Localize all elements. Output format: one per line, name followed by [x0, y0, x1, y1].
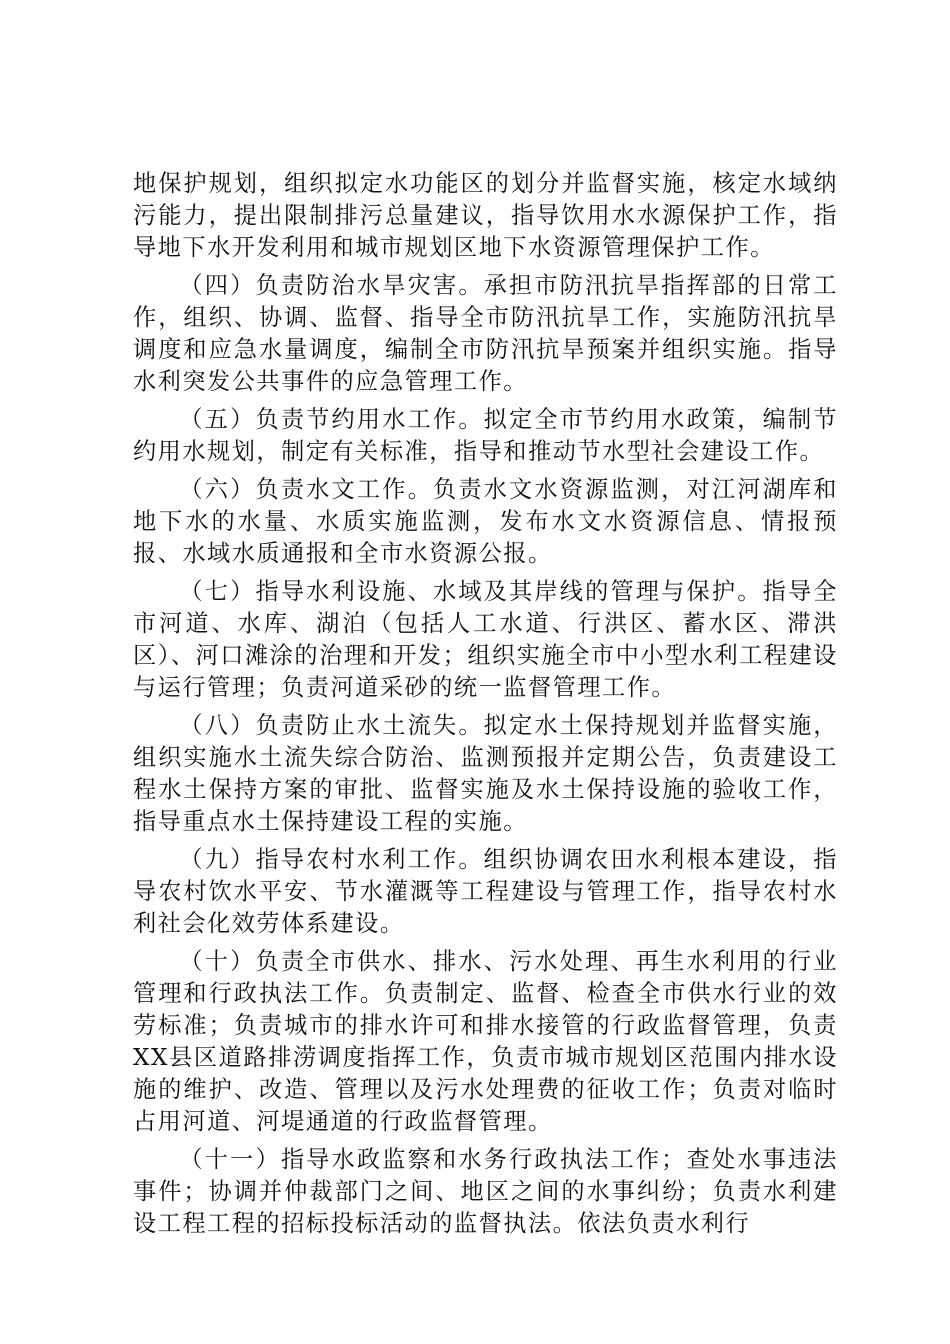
paragraph-item-4: （四）负责防治水旱灾害。承担市防汛抗旱指挥部的日常工作，组织、协调、监督、指导全市防汛抗旱工作，实施防汛抗旱调度和应急水量调度，编制全市防汛抗旱预案并组织实施。指导水利突发公共事件的应急管理工作。 — [133, 272, 838, 395]
document-body — [133, 168, 838, 1246]
paragraph-item-5: （五）负责节约用水工作。拟定全市节约用水政策，编制节约用水规划，制定有关标准，指导和推动节水型社会建设工作。 — [133, 406, 838, 465]
paragraph-item-10: （十）负责全市供水、排水、污水处理、再生水利用的行业管理和行政执法工作。负责制定、监督、检查全市供水行业的效劳标准；负责城市的排水许可和排水接管的行政监督管理，负责XX县区道路排涝调度指挥工作，负责市城市规划区范围内排水设施的维护、改造、管理以及污水处理费的征收工作；负责对临时占用河道、河堤通道的行政监督管理。 — [133, 948, 838, 1135]
paragraph-item-11: （十一）指导水政监察和水务行政执法工作；查处水事违法事件；协调并仲裁部门之间、地区之间的水事纠纷；负责水利建设工程工程的招标投标活动的监督执法。依法负责水利行 — [133, 1146, 838, 1237]
paragraph-continuation: 地保护规划，组织拟定水功能区的划分并监督实施，核定水域纳污能力，提出限制排污总量建议，指导饮用水水源保护工作，指导地下水开发利用和城市规划区地下水资源管理保护工作。 — [133, 170, 838, 261]
paragraph-item-6: （六）负责水文工作。负责水文水资源监测，对江河湖库和地下水的水量、水质实施监测，发布水文水资源信息、情报预报、水域水质通报和全市水资源公报。 — [133, 476, 838, 567]
paragraph-item-9: （九）指导农村水利工作。组织协调农田水利根本建设，指导农村饮水平安、节水灌溉等工程建设与管理工作，指导农村水利社会化效劳体系建设。 — [133, 846, 838, 937]
paragraph-item-8: （八）负责防止水土流失。拟定水土保持规划并监督实施，组织实施水土流失综合防治、监测预报并定期公告，负责建设工程水土保持方案的审批、监督实施及水土保持设施的验收工作，指导重点水土保持建设工程的实施。 — [133, 712, 838, 835]
paragraph-item-7: （七）指导水利设施、水域及其岸线的管理与保护。指导全市河道、水库、湖泊（包括人工水道、行洪区、蓄水区、滞洪区）、河口滩涂的治理和开发；组织实施全市中小型水利工程建设与运行管理；负责河道采砂的统一监督管理工作。 — [133, 578, 838, 701]
